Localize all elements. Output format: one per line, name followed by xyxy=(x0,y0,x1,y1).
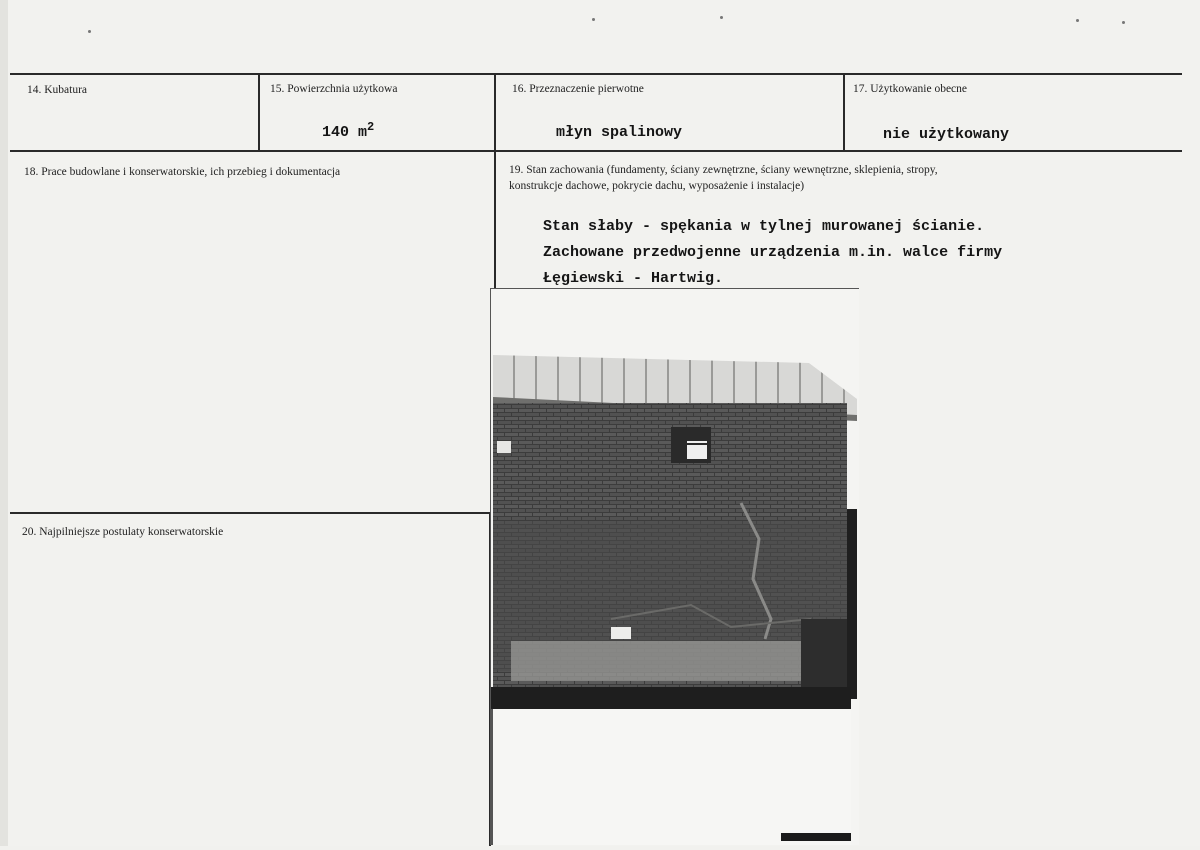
paper-speck xyxy=(592,18,595,21)
column-rule xyxy=(843,73,845,152)
powierzchnia-label: 15. Powierzchnia użytkowa xyxy=(270,83,398,95)
stan-text xyxy=(543,214,1002,292)
prace-label: 18. Prace budowlane i konserwatorskie, ich przebieg i dokumentacja xyxy=(24,166,341,178)
powierzchnia-exponent: 2 xyxy=(367,120,375,134)
row-rule xyxy=(10,150,1182,152)
building-photo xyxy=(490,288,859,845)
paper-speck xyxy=(720,16,723,19)
stan-label-line2: konstrukcje dachowe, pokrycie dachu, wyposażenie i instalacje) xyxy=(509,180,805,192)
uzytkowanie-label: 17. Użytkowanie obecne xyxy=(853,83,968,95)
stan-text-line: Stan słaby - spękania w tylnej murowanej ścianie. xyxy=(543,218,985,235)
postulaty-label: 20. Najpilniejsze postulaty konserwatorskie xyxy=(22,526,224,538)
powierzchnia-value xyxy=(322,120,374,141)
paper-speck xyxy=(1076,19,1079,22)
paper-speck xyxy=(88,30,91,33)
przeznaczenie-label: 16. Przeznaczenie pierwotne xyxy=(512,83,644,95)
kubatura-label: 14. Kubatura xyxy=(27,84,88,96)
brick-mill-building-photo-icon xyxy=(491,289,859,845)
stan-text-line: Zachowane przedwojenne urządzenia m.in. walce firmy xyxy=(543,244,1003,261)
powierzchnia-number: 140 m xyxy=(322,124,368,141)
stan-label-line1: 19. Stan zachowania (fundamenty, ściany zewnętrzne, ściany wewnętrzne, sklepienia, stropy, xyxy=(509,164,938,176)
section-rule xyxy=(10,512,490,514)
column-rule xyxy=(494,73,496,290)
uzytkowanie-value: nie użytkowany xyxy=(883,126,1010,143)
paper-speck xyxy=(1122,21,1125,24)
column-rule xyxy=(258,73,260,152)
przeznaczenie-value: młyn spalinowy xyxy=(556,124,683,141)
stan-text-line: Łęgiewski - Hartwig. xyxy=(543,270,724,287)
top-rule xyxy=(10,73,1182,75)
paper-edge xyxy=(0,0,8,846)
